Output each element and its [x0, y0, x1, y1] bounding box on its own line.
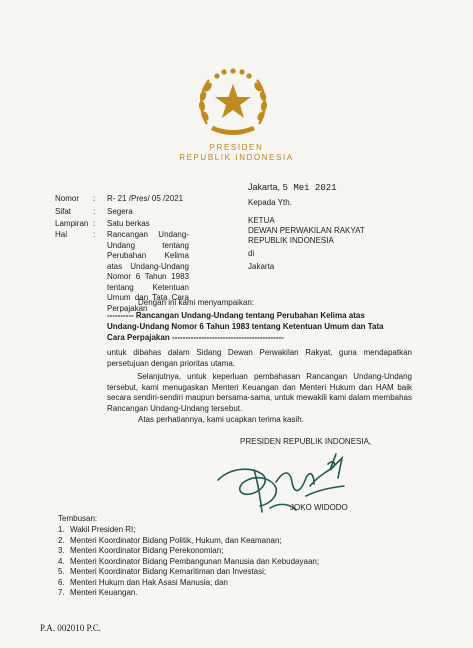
paragraph-1: untuk dibahas dalam Sidang Dewan Perwakilan Rakyat, guna mendapatkan persetujuan dengan prioritas utama.: [107, 348, 412, 368]
footer-code: P.A. 002010 P.C.: [40, 623, 102, 633]
cc-label: Tembusan:: [58, 514, 98, 523]
presidential-emblem-icon: [193, 66, 273, 144]
nomor-value: R- 21 /Pres/ 05 /2021: [107, 194, 184, 203]
cc-item: 4. Menteri Koordinator Bidang Pembangunan Manusia dan Kebudayaan;: [58, 556, 320, 566]
date-value: 5 Mei 2021: [282, 183, 337, 193]
opening-line: Dengan ini kami menyampaikan:: [138, 298, 255, 307]
recipient-title2: DEWAN PERWAKILAN RAKYAT: [248, 226, 365, 235]
bill-title-line2: Undang-Undang Nomor 6 Tahun 1983 tentang Ketentuan Umum dan Tata: [107, 322, 384, 331]
colon: :: [93, 219, 96, 228]
cc-item: 5. Menteri Koordinator Bidang Kemaritiman dan Investasi;: [58, 567, 267, 576]
letterhead-line1: PRESIDEN: [209, 143, 264, 152]
letter-date-line: [248, 182, 337, 194]
recipient-at: di: [248, 249, 255, 258]
letterhead-line2: REPUBLIK INDONESIA: [179, 153, 294, 162]
signatory-name: JOKO WIDODO: [290, 503, 348, 512]
date-city: Jakarta,: [248, 182, 281, 192]
paragraph-2: Selanjutnya, untuk keperluan pembahasan Rancangan Undang-Undang tersebut, kami menugaskan Menteri Keuangan dan Menteri Hukum dan HAM baik secara sendiri-sendiri maupun bersama-sama, untuk mewakili kami dalam membahas Rancangan Undang-Undang tersebut.: [107, 372, 412, 413]
colon: :: [93, 194, 96, 203]
sifat-value: Segera: [107, 207, 133, 216]
colon: :: [93, 207, 96, 216]
bill-title-line1: ---------- Rancangan Undang-Undang tentang Perubahan Kelima atas: [107, 311, 365, 320]
hal-value: Rancangan Undang-Undang tentang Perubahan Kelima atas Undang-Undang Nomor 6 Tahun 1983 tentang Ketentuan Umum dan Tata Cara Perpajakan: [107, 230, 189, 313]
signature-title: PRESIDEN REPUBLIK INDONESIA,: [240, 437, 372, 446]
recipient-title3: REPUBLIK INDONESIA: [248, 236, 334, 245]
lampiran-label: Lampiran: [55, 219, 89, 228]
lampiran-value: Satu berkas: [107, 219, 150, 228]
cc-item: 3. Menteri Koordinator Bidang Perekonomian;: [58, 546, 224, 555]
cc-list: [58, 525, 319, 599]
colon: :: [93, 230, 96, 239]
cc-item: 6. Menteri Hukum dan Hak Asasi Manusia; dan: [58, 577, 228, 587]
nomor-label: Nomor: [55, 194, 80, 203]
recipient-place: Jakarta: [248, 262, 275, 271]
paragraph-3: Atas perhatiannya, kami ucapkan terima kasih.: [138, 415, 304, 424]
hal-label: Hal: [55, 230, 68, 239]
recipient-to: Kepada Yth.: [248, 198, 292, 207]
cc-item: 1. Wakil Presiden RI;: [58, 525, 136, 534]
sifat-label: Sifat: [55, 207, 72, 216]
cc-item: 2. Menteri Koordinator Bidang Politik, Hukum, dan Keamanan;: [58, 535, 282, 545]
recipient-title1: KETUA: [248, 216, 275, 225]
bill-title-line3: Cara Perpajakan ------------------------------------------: [107, 333, 284, 342]
cc-item: 7. Menteri Keuangan.: [58, 588, 138, 597]
